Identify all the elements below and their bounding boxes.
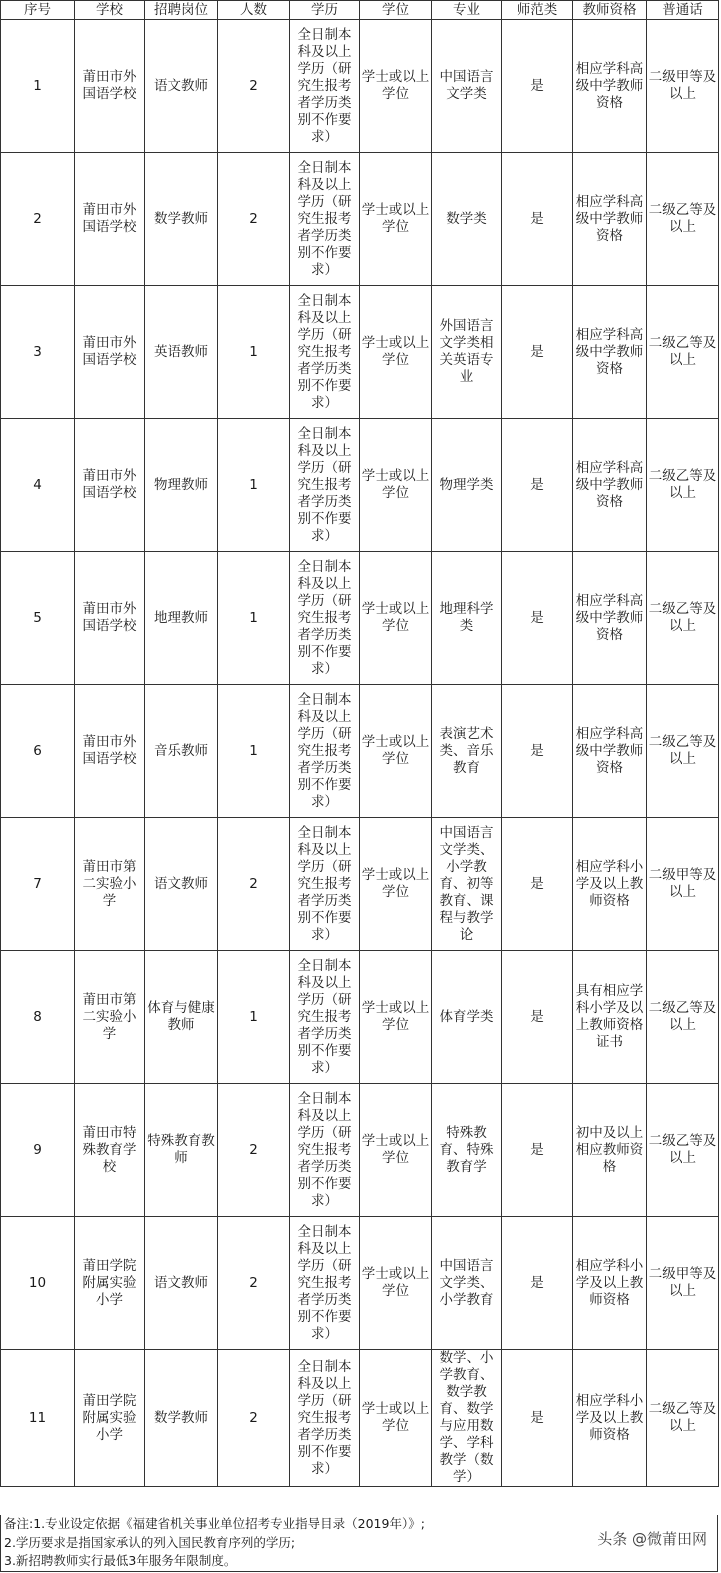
cell-school: 莆田市外国语学校 bbox=[75, 552, 145, 685]
cell-degree: 学士或以上学位 bbox=[360, 1350, 432, 1487]
cell-degree: 学士或以上学位 bbox=[360, 153, 432, 286]
cell-certificate: 初中及以上相应教师资格 bbox=[573, 1084, 647, 1217]
cell-school: 莆田市第二实验小学 bbox=[75, 951, 145, 1084]
cell-no: 11 bbox=[1, 1350, 75, 1487]
cell-major: 体育学类 bbox=[432, 951, 502, 1084]
cell-no: 10 bbox=[1, 1217, 75, 1350]
col-header-post: 招聘岗位 bbox=[145, 1, 218, 20]
cell-school: 莆田市外国语学校 bbox=[75, 419, 145, 552]
cell-major: 中国语言文学类 bbox=[432, 20, 502, 153]
cell-no: 2 bbox=[1, 153, 75, 286]
cell-education: 全日制本科及以上学历（研究生报考者学历类别不作要求） bbox=[290, 818, 360, 951]
table-row bbox=[1, 1084, 719, 1217]
cell-education: 全日制本科及以上学历（研究生报考者学历类别不作要求） bbox=[290, 951, 360, 1084]
table-row bbox=[1, 1217, 719, 1350]
cell-no: 9 bbox=[1, 1084, 75, 1217]
cell-major: 中国语言文学类、小学教育、初等教育、课程与教学论 bbox=[432, 818, 502, 951]
cell-post: 特殊教育教师 bbox=[145, 1084, 218, 1217]
cell-no: 1 bbox=[1, 20, 75, 153]
watermark-logo: 头条 bbox=[597, 1530, 628, 1548]
note-line-2: 2.学历要求是指国家承认的列入国民教育序列的学历; bbox=[4, 1534, 296, 1550]
cell-education: 全日制本科及以上学历（研究生报考者学历类别不作要求） bbox=[290, 419, 360, 552]
table-row bbox=[1, 951, 719, 1084]
cell-education: 全日制本科及以上学历（研究生报考者学历类别不作要求） bbox=[290, 20, 360, 153]
cell-count: 2 bbox=[218, 818, 290, 951]
col-header-degree: 学位 bbox=[360, 1, 432, 20]
cell-certificate: 相应学科高级中学教师资格 bbox=[573, 552, 647, 685]
cell-school: 莆田学院附属实验小学 bbox=[75, 1350, 145, 1487]
col-header-school: 学校 bbox=[75, 1, 145, 20]
cell-education: 全日制本科及以上学历（研究生报考者学历类别不作要求） bbox=[290, 552, 360, 685]
cell-mandarin: 二级甲等及以上 bbox=[647, 20, 719, 153]
cell-post: 体育与健康教师 bbox=[145, 951, 218, 1084]
table-row bbox=[1, 552, 719, 685]
cell-mandarin: 二级甲等及以上 bbox=[647, 1217, 719, 1350]
cell-certificate: 相应学科高级中学教师资格 bbox=[573, 685, 647, 818]
cell-count: 2 bbox=[218, 20, 290, 153]
cell-normal: 是 bbox=[502, 685, 573, 818]
cell-normal: 是 bbox=[502, 1217, 573, 1350]
cell-major: 数学类 bbox=[432, 153, 502, 286]
col-header-certificate: 教师资格 bbox=[573, 1, 647, 20]
note-line-3: 3.新招聘教师实行最低3年服务年限制度。 bbox=[4, 1553, 237, 1568]
header-row bbox=[1, 1, 719, 20]
cell-major: 数学、小学教育、数学教育、数学与应用数学、学科教学（数学） bbox=[432, 1350, 502, 1487]
cell-post: 语文教师 bbox=[145, 20, 218, 153]
cell-education: 全日制本科及以上学历（研究生报考者学历类别不作要求） bbox=[290, 1350, 360, 1487]
cell-post: 音乐教师 bbox=[145, 685, 218, 818]
cell-degree: 学士或以上学位 bbox=[360, 419, 432, 552]
table-row bbox=[1, 20, 719, 153]
table-row bbox=[1, 153, 719, 286]
cell-count: 1 bbox=[218, 419, 290, 552]
cell-normal: 是 bbox=[502, 552, 573, 685]
col-header-count: 人数 bbox=[218, 1, 290, 20]
cell-school: 莆田市特殊教育学校 bbox=[75, 1084, 145, 1217]
cell-normal: 是 bbox=[502, 1084, 573, 1217]
cell-no: 7 bbox=[1, 818, 75, 951]
cell-certificate: 相应学科高级中学教师资格 bbox=[573, 419, 647, 552]
cell-school: 莆田学院附属实验小学 bbox=[75, 1217, 145, 1350]
cell-education: 全日制本科及以上学历（研究生报考者学历类别不作要求） bbox=[290, 685, 360, 818]
cell-education: 全日制本科及以上学历（研究生报考者学历类别不作要求） bbox=[290, 153, 360, 286]
cell-post: 语文教师 bbox=[145, 1217, 218, 1350]
note-line-1: 备注:1.专业设定依据《福建省机关事业单位招考专业指导目录（2019年）》; bbox=[4, 1516, 425, 1531]
cell-post: 数学教师 bbox=[145, 1350, 218, 1487]
cell-count: 2 bbox=[218, 1350, 290, 1487]
cell-mandarin: 二级乙等及以上 bbox=[647, 419, 719, 552]
table-row bbox=[1, 1350, 719, 1487]
cell-major: 表演艺术类、音乐教育 bbox=[432, 685, 502, 818]
cell-normal: 是 bbox=[502, 951, 573, 1084]
cell-mandarin: 二级乙等及以上 bbox=[647, 552, 719, 685]
cell-major: 物理学类 bbox=[432, 419, 502, 552]
cell-school: 莆田市外国语学校 bbox=[75, 153, 145, 286]
cell-degree: 学士或以上学位 bbox=[360, 1084, 432, 1217]
cell-degree: 学士或以上学位 bbox=[360, 685, 432, 818]
cell-count: 1 bbox=[218, 685, 290, 818]
cell-mandarin: 二级甲等及以上 bbox=[647, 818, 719, 951]
cell-school: 莆田市外国语学校 bbox=[75, 685, 145, 818]
col-header-major: 专业 bbox=[432, 1, 502, 20]
cell-certificate: 相应学科高级中学教师资格 bbox=[573, 20, 647, 153]
cell-no: 8 bbox=[1, 951, 75, 1084]
cell-education: 全日制本科及以上学历（研究生报考者学历类别不作要求） bbox=[290, 1084, 360, 1217]
cell-mandarin: 二级乙等及以上 bbox=[647, 1350, 719, 1487]
watermark bbox=[597, 1528, 707, 1549]
cell-normal: 是 bbox=[502, 20, 573, 153]
cell-degree: 学士或以上学位 bbox=[360, 552, 432, 685]
cell-major: 中国语言文学类、小学教育 bbox=[432, 1217, 502, 1350]
col-header-education: 学历 bbox=[290, 1, 360, 20]
cell-certificate: 相应学科小学及以上教师资格 bbox=[573, 1217, 647, 1350]
cell-mandarin: 二级乙等及以上 bbox=[647, 153, 719, 286]
cell-mandarin: 二级乙等及以上 bbox=[647, 685, 719, 818]
cell-school: 莆田市外国语学校 bbox=[75, 286, 145, 419]
cell-no: 6 bbox=[1, 685, 75, 818]
cell-count: 2 bbox=[218, 1217, 290, 1350]
cell-degree: 学士或以上学位 bbox=[360, 951, 432, 1084]
cell-mandarin: 二级乙等及以上 bbox=[647, 951, 719, 1084]
cell-school: 莆田市第二实验小学 bbox=[75, 818, 145, 951]
cell-count: 1 bbox=[218, 552, 290, 685]
cell-certificate: 相应学科高级中学教师资格 bbox=[573, 286, 647, 419]
cell-mandarin: 二级乙等及以上 bbox=[647, 1084, 719, 1217]
cell-count: 2 bbox=[218, 153, 290, 286]
cell-degree: 学士或以上学位 bbox=[360, 1217, 432, 1350]
cell-major: 特殊教育、特殊教育学 bbox=[432, 1084, 502, 1217]
cell-degree: 学士或以上学位 bbox=[360, 818, 432, 951]
watermark-handle: @微莆田网 bbox=[631, 1530, 707, 1548]
cell-normal: 是 bbox=[502, 153, 573, 286]
cell-count: 2 bbox=[218, 1084, 290, 1217]
table-row bbox=[1, 818, 719, 951]
col-header-no: 序号 bbox=[1, 1, 75, 20]
cell-no: 3 bbox=[1, 286, 75, 419]
cell-degree: 学士或以上学位 bbox=[360, 20, 432, 153]
cell-mandarin: 二级乙等及以上 bbox=[647, 286, 719, 419]
col-header-mandarin: 普通话 bbox=[647, 1, 719, 20]
cell-certificate: 具有相应学科小学及以上教师资格证书 bbox=[573, 951, 647, 1084]
cell-major: 地理科学类 bbox=[432, 552, 502, 685]
cell-certificate: 相应学科小学及以上教师资格 bbox=[573, 818, 647, 951]
cell-post: 语文教师 bbox=[145, 818, 218, 951]
cell-normal: 是 bbox=[502, 1350, 573, 1487]
cell-school: 莆田市外国语学校 bbox=[75, 20, 145, 153]
cell-major: 外国语言文学类相关英语专业 bbox=[432, 286, 502, 419]
table-row bbox=[1, 685, 719, 818]
table-row bbox=[1, 419, 719, 552]
table-row bbox=[1, 286, 719, 419]
cell-normal: 是 bbox=[502, 286, 573, 419]
col-header-normal: 师范类 bbox=[502, 1, 573, 20]
cell-post: 数学教师 bbox=[145, 153, 218, 286]
cell-education: 全日制本科及以上学历（研究生报考者学历类别不作要求） bbox=[290, 1217, 360, 1350]
cell-count: 1 bbox=[218, 951, 290, 1084]
cell-post: 地理教师 bbox=[145, 552, 218, 685]
cell-education: 全日制本科及以上学历（研究生报考者学历类别不作要求） bbox=[290, 286, 360, 419]
cell-no: 5 bbox=[1, 552, 75, 685]
cell-normal: 是 bbox=[502, 419, 573, 552]
cell-count: 1 bbox=[218, 286, 290, 419]
cell-post: 物理教师 bbox=[145, 419, 218, 552]
cell-degree: 学士或以上学位 bbox=[360, 286, 432, 419]
cell-certificate: 相应学科高级中学教师资格 bbox=[573, 153, 647, 286]
cell-normal: 是 bbox=[502, 818, 573, 951]
cell-post: 英语教师 bbox=[145, 286, 218, 419]
cell-no: 4 bbox=[1, 419, 75, 552]
cell-certificate: 相应学科小学及以上教师资格 bbox=[573, 1350, 647, 1487]
